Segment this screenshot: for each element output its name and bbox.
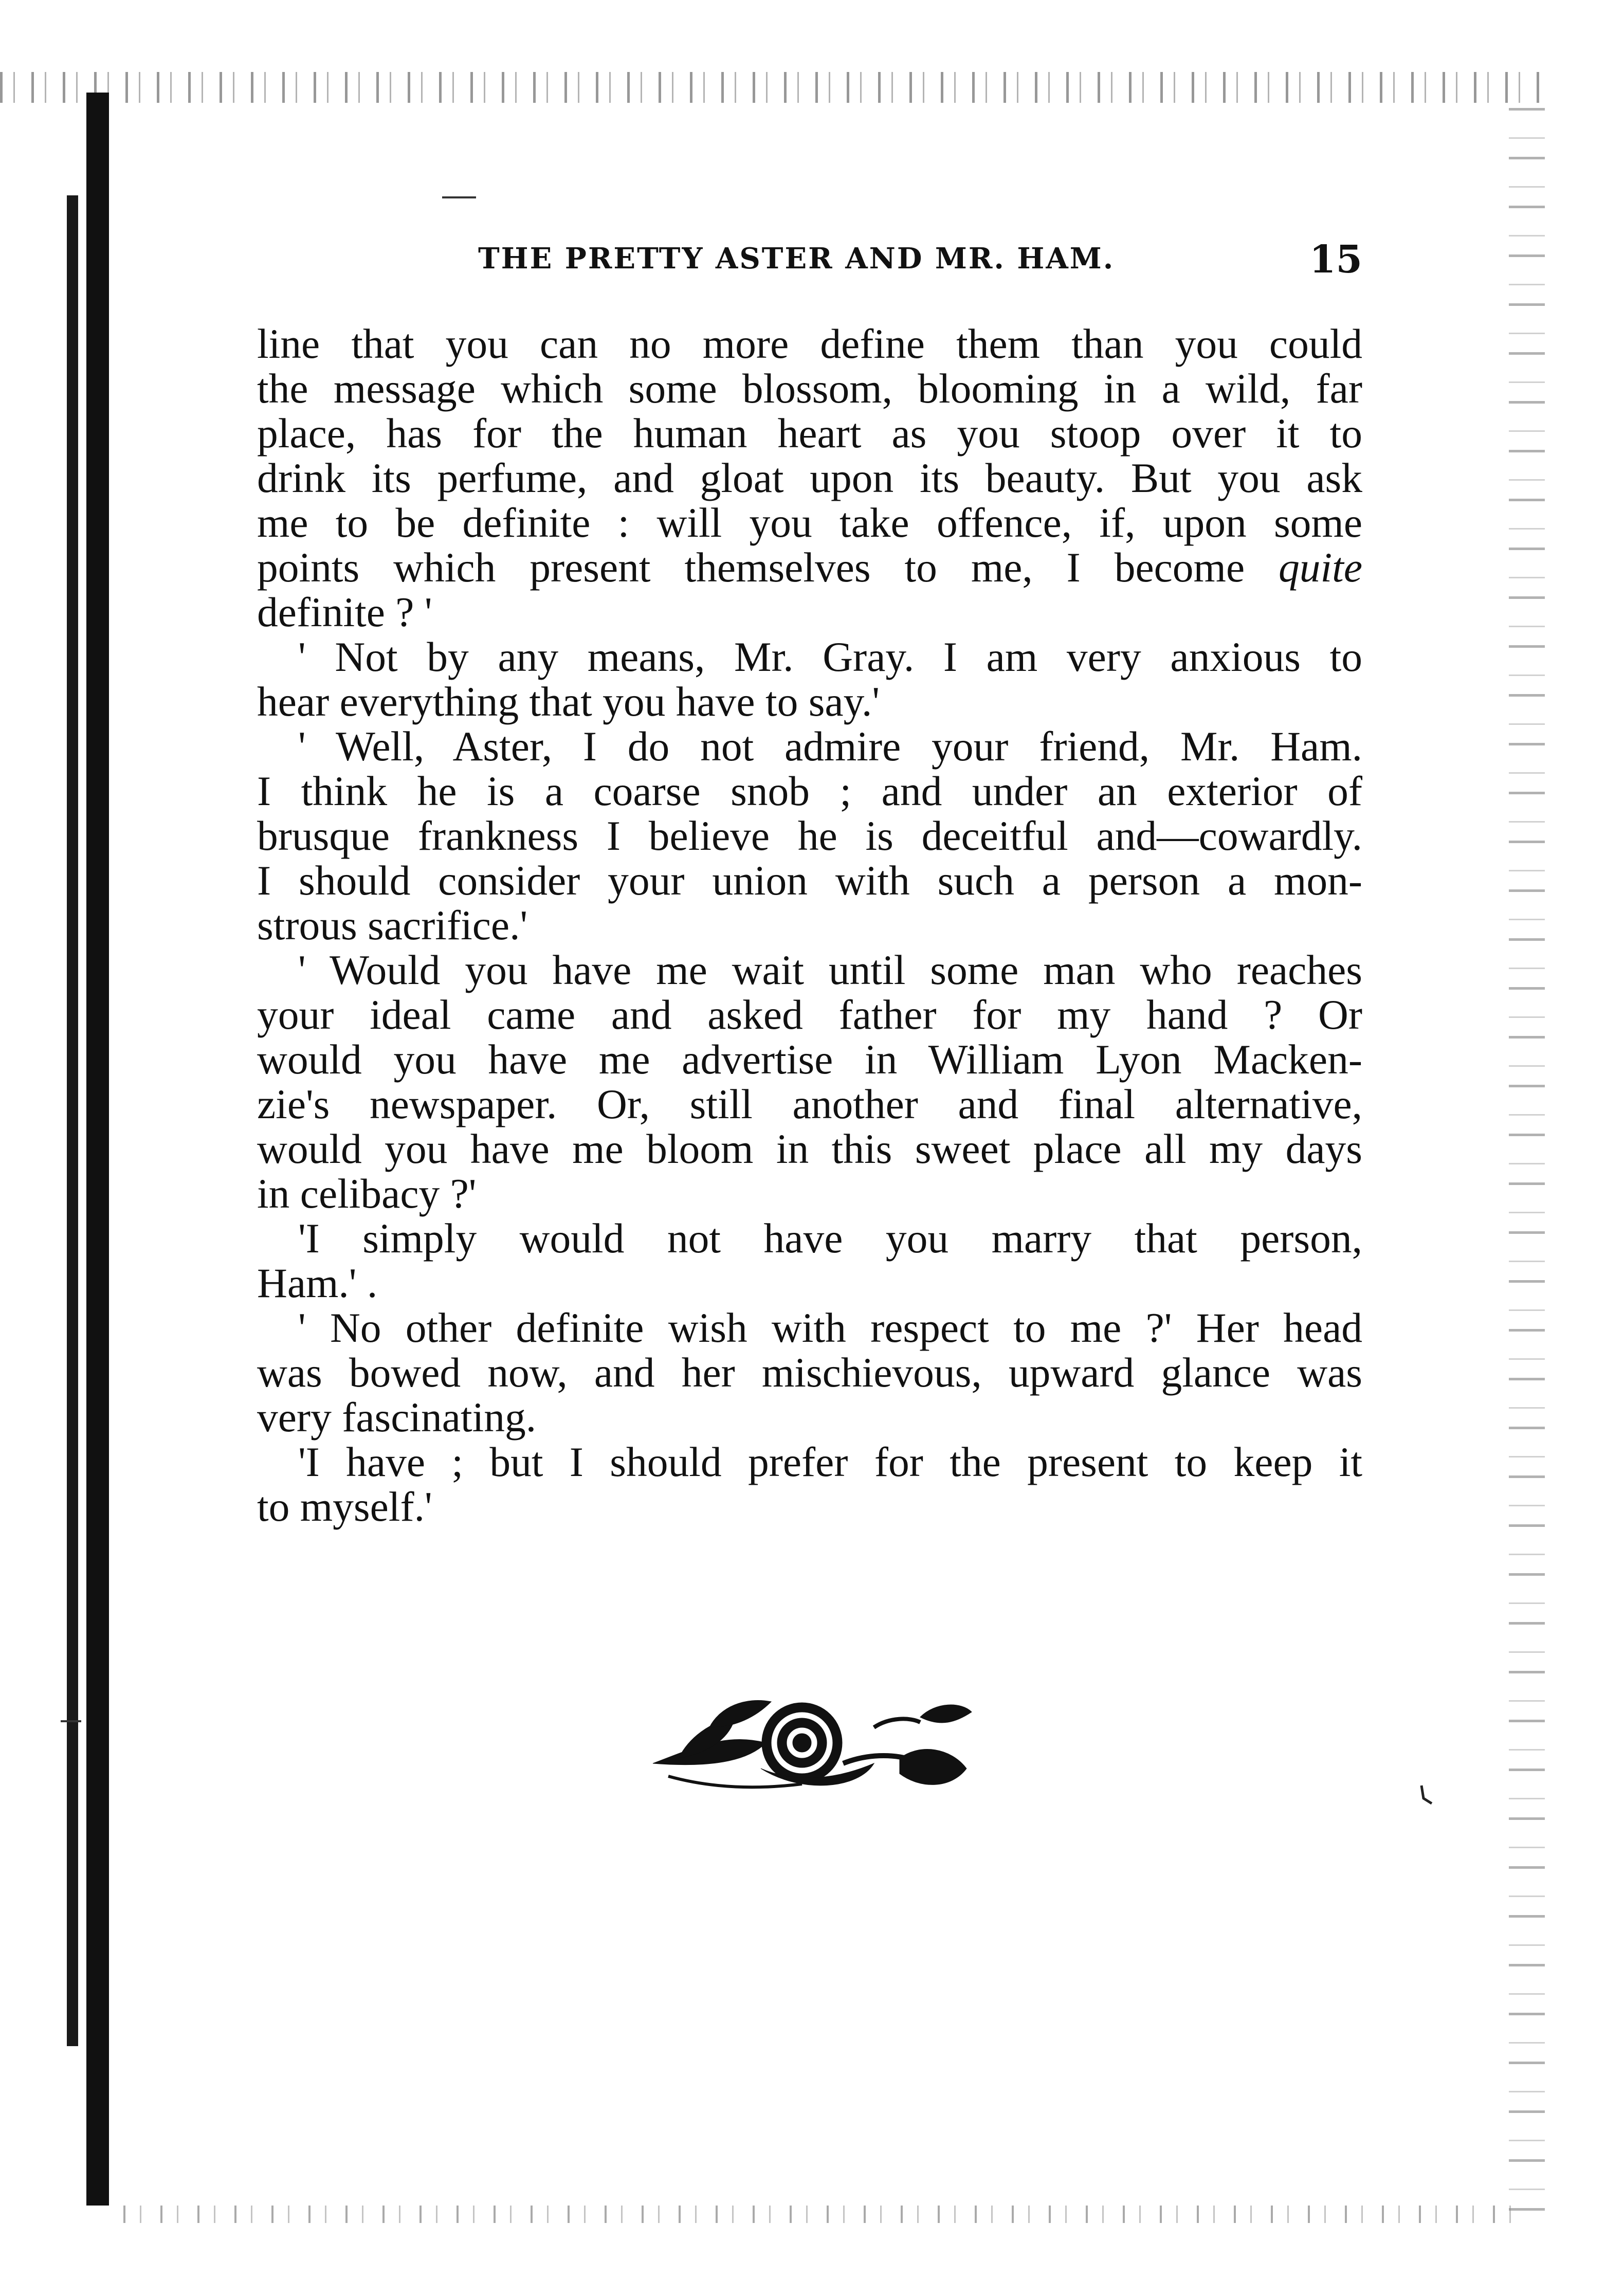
text-line xyxy=(257,858,1362,903)
text-line-content: to myself.' xyxy=(257,1483,432,1530)
text-line-content: definite ? ' xyxy=(257,589,432,635)
text-line-content: ' Well, Aster, I do not admire your friend, Mr. Ham. xyxy=(298,723,1362,770)
text-line xyxy=(257,1305,1362,1350)
text-line xyxy=(257,813,1362,858)
running-head xyxy=(257,238,1362,284)
text-line-content: ' Would you have me wait until some man who reaches xyxy=(298,946,1362,993)
text-line xyxy=(257,545,1362,590)
text-line xyxy=(257,947,1362,992)
text-line-content: 'I have ; but I should prefer for the present to keep it xyxy=(298,1438,1362,1485)
binding-edge-shadow xyxy=(67,195,78,2046)
text-line-content: ' Not by any means, Mr. Gray. I am very anxious to xyxy=(298,633,1362,680)
text-line xyxy=(257,500,1362,545)
text-line-content: points which present themselves to me, I become xyxy=(257,544,1245,591)
text-line xyxy=(257,1126,1362,1171)
page-number: 15 xyxy=(1309,238,1362,282)
text-line-content: I think he is a coarse snob ; and under an exterior of xyxy=(257,768,1362,814)
text-line-content: brusque frankness I believe he is deceitful and—cowardly. xyxy=(257,812,1362,859)
text-line xyxy=(257,769,1362,813)
text-line-content: ' No other definite wish with respect to me ?' Her head xyxy=(298,1304,1362,1351)
text-line-content: would you have me advertise in William Lyon Macken- xyxy=(257,1036,1362,1083)
text-line-italic: quite xyxy=(1279,544,1362,591)
binding-edge xyxy=(86,93,109,2206)
text-line xyxy=(257,590,1362,634)
text-line xyxy=(257,679,1362,724)
text-line-content: 'I simply would not have you marry that person, xyxy=(298,1215,1362,1262)
text-line xyxy=(257,634,1362,679)
text-line xyxy=(257,1171,1362,1216)
scan-noise-bottom xyxy=(123,2206,1522,2223)
scan-dash-mark-left xyxy=(61,1720,81,1722)
scan-noise-top xyxy=(0,72,1542,103)
text-line xyxy=(257,1484,1362,1529)
floral-tailpiece-icon xyxy=(632,1686,1002,1820)
running-title: THE PRETTY ASTER AND MR. HAM. xyxy=(478,242,1115,276)
text-line xyxy=(257,1082,1362,1126)
text-line-content: very fascinating. xyxy=(257,1394,537,1441)
text-line-content: hear everything that you have to say.' xyxy=(257,678,880,725)
text-line-content: Ham.' . xyxy=(257,1260,378,1306)
scan-dash-mark xyxy=(442,196,476,198)
text-line xyxy=(257,366,1362,411)
text-line xyxy=(257,1439,1362,1484)
body-text xyxy=(257,321,1362,1529)
text-line xyxy=(257,455,1362,500)
scan-noise-right xyxy=(1509,93,1545,2211)
text-line-content: would you have me bloom in this sweet place all my days xyxy=(257,1125,1362,1172)
text-line-content: line that you can no more define them than you could xyxy=(257,320,1362,367)
stray-mark-icon xyxy=(1416,1783,1437,1809)
text-line-content: was bowed now, and her mischievous, upward glance was xyxy=(257,1349,1362,1396)
text-line-content: the message which some blossom, blooming in a wild, far xyxy=(257,365,1362,412)
text-line xyxy=(257,903,1362,947)
text-line-content: I should consider your union with such a person a mon- xyxy=(257,857,1362,904)
text-line-content: strous sacrifice.' xyxy=(257,902,528,949)
text-line-content: place, has for the human heart as you stoop over it to xyxy=(257,410,1362,457)
text-line xyxy=(257,1395,1362,1439)
text-line xyxy=(257,1350,1362,1395)
text-line-content: me to be definite : will you take offence, if, upon some xyxy=(257,499,1362,546)
text-line xyxy=(257,992,1362,1037)
text-line xyxy=(257,1261,1362,1305)
text-line xyxy=(257,1216,1362,1261)
text-line-content: zie's newspaper. Or, still another and final alternative, xyxy=(257,1081,1362,1127)
text-line-content: in celibacy ?' xyxy=(257,1170,477,1217)
text-line-content: drink its perfume, and gloat upon its beauty. But you ask xyxy=(257,454,1362,501)
text-line-content: your ideal came and asked father for my hand ? Or xyxy=(257,991,1362,1038)
text-line xyxy=(257,411,1362,455)
text-line xyxy=(257,724,1362,769)
text-line xyxy=(257,321,1362,366)
text-line xyxy=(257,1037,1362,1082)
